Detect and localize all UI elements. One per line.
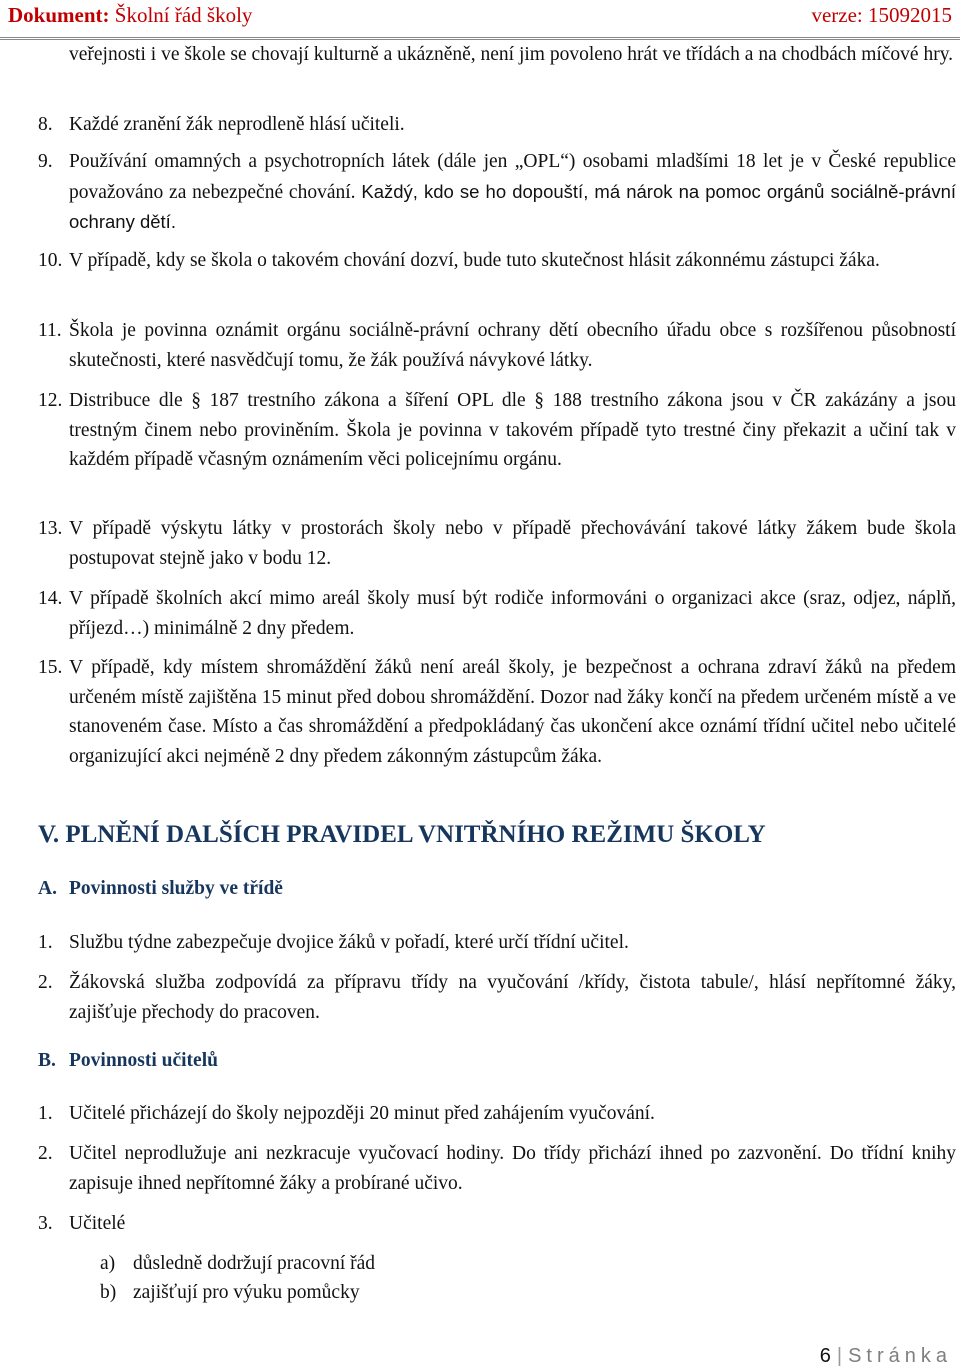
item-number: 12. bbox=[38, 390, 63, 411]
list-item bbox=[38, 1139, 956, 1198]
item-text: Žákovská služba zodpovídá za přípravu třídy na vyučování /křídy, čistota tabule/, hlásí nepřítomné žáky, zajišťuje přechody do pracoven. bbox=[69, 972, 956, 1023]
subsection-a-heading bbox=[38, 878, 283, 900]
item-text: V případě, kdy místem shromáždění žáků není areál školy, je bezpečnost a ochrana zdraví žáků na předem určeném místě zajištěna 15 minut před dobou shromáždění. Dozor nad žáky končí na předem určeném místě a ve stanoveném čase. Místo a čas shromáždění a předpokládaný čas ukončení akce oznámí třídní učitel nebo učitelé organizující akci nejméně 2 dny předem zákonným zástupcům žáka. bbox=[69, 657, 956, 767]
list-item bbox=[38, 928, 956, 958]
item-text: Škola je povinna oznámit orgánu sociálně-právní ochrany dětí obecního úřadu obce s rozšířenou působností skutečnosti, které nasvědčují tomu, že žák používá návykové látky. bbox=[69, 320, 956, 371]
item-number: 1. bbox=[38, 1103, 53, 1124]
list-item bbox=[38, 316, 956, 375]
list-item bbox=[38, 110, 956, 140]
subsection-letter: A. bbox=[38, 878, 57, 899]
item-text: Každé zranění žák neprodleně hlásí učiteli. bbox=[69, 114, 405, 135]
item-number: 10. bbox=[38, 250, 63, 271]
subsection-b-heading bbox=[38, 1050, 218, 1072]
list-item bbox=[38, 653, 956, 771]
list-item bbox=[38, 386, 956, 475]
footer-separator: | bbox=[836, 1345, 843, 1367]
item-text: Učitelé přicházejí do školy nejpozději 20 minut před zahájením vyučování. bbox=[69, 1103, 655, 1124]
list-item bbox=[38, 147, 956, 238]
item-number: 1. bbox=[38, 932, 53, 953]
item-text-serif: Používání omamných a psychotropních látek (dále jen „OPL“) osobami mladšími 18 let je v České republice považováno za nebezpečné chování. bbox=[69, 151, 956, 203]
list-item bbox=[38, 514, 956, 573]
item-text: Distribuce dle § 187 trestního zákona a šíření OPL dle § 188 trestního zákona jsou v ČR zakázány a jsou trestným činem nebo proviněním. Škola je povinna v takovém případě tyto trestné činy překazit a učiní tak v každém případě včasným oznámením věci policejnímu orgánu. bbox=[69, 390, 956, 470]
item-text: Službu týdne zabezpečuje dvojice žáků v pořadí, které určí třídní učitel. bbox=[69, 932, 629, 953]
item-text bbox=[69, 147, 956, 238]
list-item bbox=[38, 1209, 956, 1239]
section-heading: V. PLNĚNÍ DALŠÍCH PRAVIDEL VNITŘNÍHO REŽIMU ŠKOLY bbox=[38, 821, 766, 848]
item-number: 15. bbox=[38, 657, 63, 678]
document-title bbox=[8, 3, 252, 28]
list-item bbox=[38, 968, 956, 1027]
subsection-title: Povinnosti učitelů bbox=[69, 1050, 218, 1071]
item-number: 2. bbox=[38, 1143, 53, 1164]
item-number: 8. bbox=[38, 114, 53, 135]
letter-text: důsledně dodržují pracovní řád bbox=[133, 1253, 376, 1274]
item-text-sans: Každý, kdo se ho dopouští, má nárok na pomoc orgánů sociálně-právní ochrany dětí. bbox=[69, 180, 956, 232]
item-number: 3. bbox=[38, 1213, 53, 1234]
item-text: Učitel neprodlužuje ani nezkracuje vyučovací hodiny. Do třídy přichází ihned po zazvonění. Do třídní knihy zapisuje ihned nepřítomné žáky a probírané učivo. bbox=[69, 1143, 956, 1194]
page-header bbox=[0, 0, 960, 40]
item-text: Učitelé bbox=[69, 1213, 126, 1234]
item-number: 13. bbox=[38, 518, 63, 539]
letter-text: zajišťují pro výuku pomůcky bbox=[133, 1282, 360, 1303]
page-number: 6 bbox=[819, 1345, 831, 1367]
page-footer bbox=[820, 1345, 952, 1368]
continuation-text: veřejnosti i ve škole se chovají kulturně a ukázněně, není jim povoleno hrát ve třídách a na chodbách míčové hry. bbox=[69, 44, 954, 65]
letter-label: a) bbox=[100, 1253, 116, 1274]
item-text: V případě školních akcí mimo areál školy musí být rodiče informováni o organizaci akce (sraz, odjez, náplň, příjezd…) minimálně 2 dny předem. bbox=[69, 588, 956, 639]
subsection-letter: B. bbox=[38, 1050, 56, 1071]
document-version: verze: 15092015 bbox=[811, 3, 952, 27]
item-number: 14. bbox=[38, 588, 63, 609]
item-number: 2. bbox=[38, 972, 53, 993]
document-name: Školní řád školy bbox=[114, 3, 253, 27]
page-label: Stránka bbox=[848, 1345, 952, 1367]
list-item bbox=[38, 1099, 956, 1129]
item-number: 11. bbox=[38, 320, 62, 341]
subsection-title: Povinnosti služby ve třídě bbox=[69, 878, 283, 899]
item-number: 9. bbox=[38, 151, 53, 172]
item-text: V případě výskytu látky v prostorách školy nebo v případě přechovávání takové látky žákem bude škola postupovat stejně jako v bodu 12. bbox=[69, 518, 956, 569]
letter-label: b) bbox=[100, 1282, 117, 1303]
letter-item bbox=[100, 1249, 375, 1279]
document-label: Dokument: bbox=[8, 3, 110, 27]
list-item bbox=[38, 584, 956, 643]
letter-item bbox=[100, 1278, 360, 1308]
list-item bbox=[38, 246, 956, 276]
item-text: V případě, kdy se škola o takovém chování dozví, bude tuto skutečnost hlásit zákonnému zástupci žáka. bbox=[69, 250, 880, 271]
